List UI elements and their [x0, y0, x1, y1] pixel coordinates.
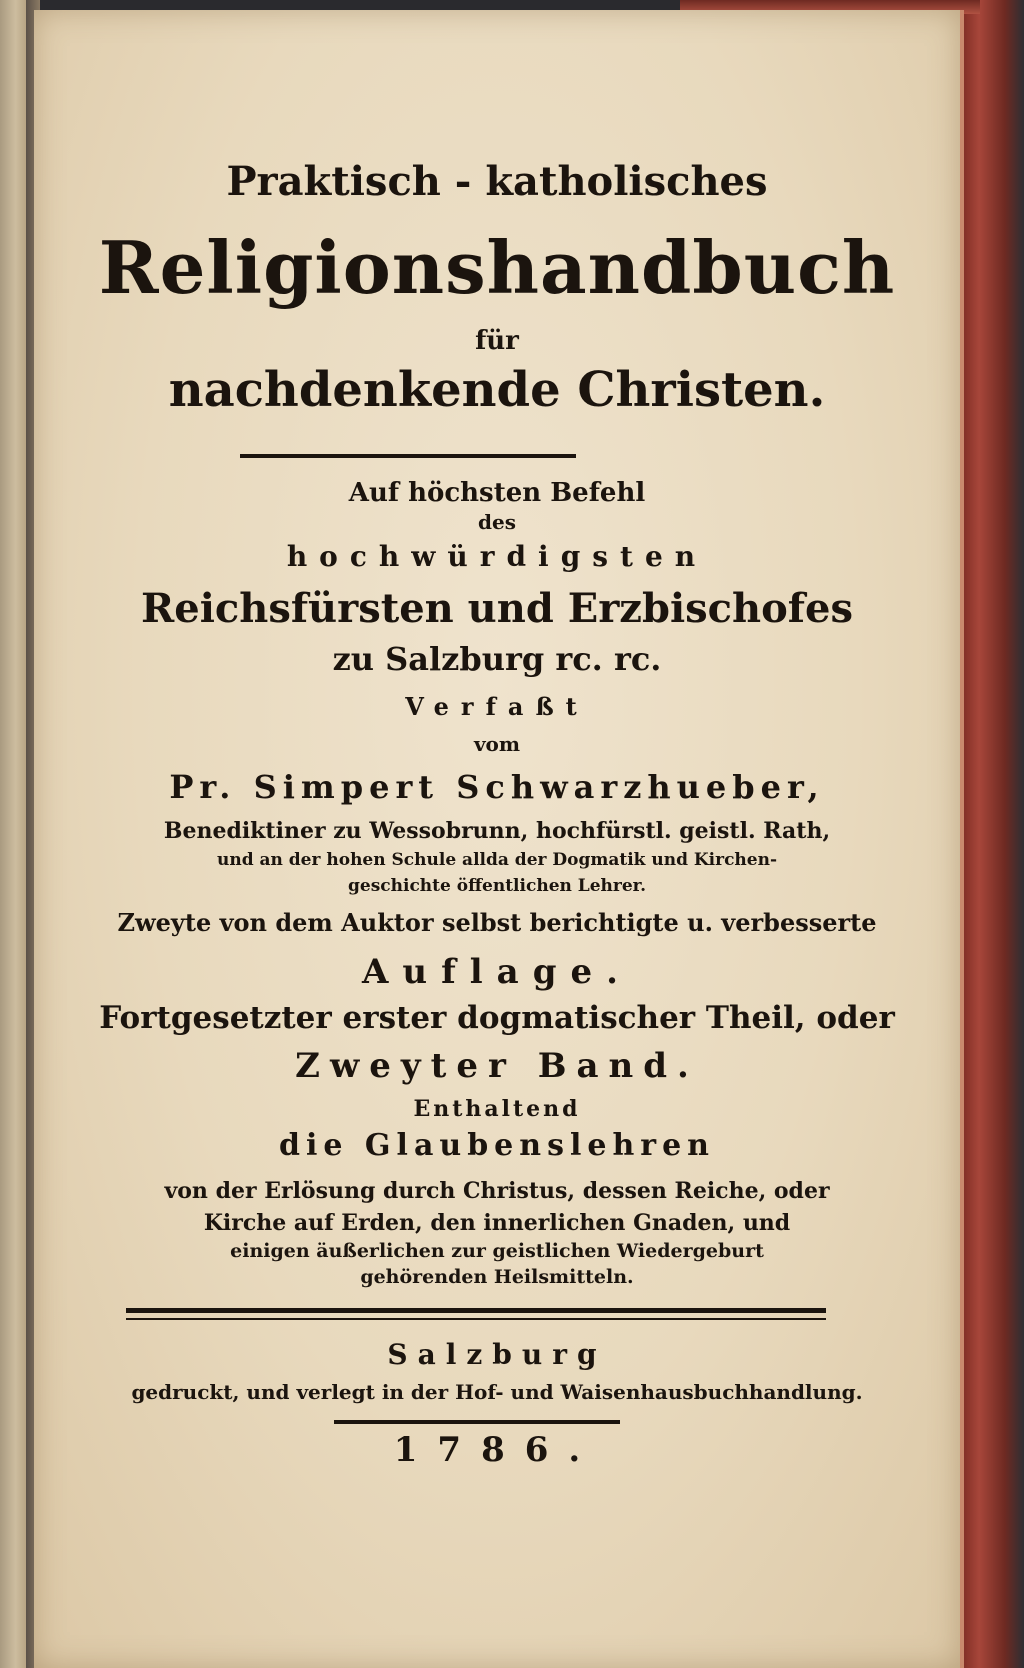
- commission-line-3: hochwürdigsten: [286, 540, 708, 573]
- by-line: vom: [473, 732, 521, 756]
- divider-rule-1: [240, 454, 576, 458]
- edition-line-2: Auflage.: [362, 952, 632, 992]
- author-desc-1: Benediktiner zu Wessobrunn, hochfürstl. geistl. Rath,: [163, 818, 831, 844]
- title-line-for: für: [475, 326, 519, 356]
- part-line: Fortgesetzter erster dogmatischer Theil, oder: [99, 1000, 895, 1036]
- commission-line-4: Reichsfürsten und Erzbischofes: [141, 585, 853, 632]
- title-line-1: Praktisch - katholisches: [226, 158, 768, 205]
- title-page: [34, 10, 964, 1668]
- contents-line-4: Kirche auf Erden, den innerlichen Gnaden, und: [203, 1210, 791, 1236]
- imprint-year: 1786.: [393, 1430, 601, 1470]
- edition-line-1: Zweyte von dem Auktor selbst berichtigte u. verbesserte: [117, 908, 877, 937]
- divider-double-rule-bottom: [126, 1318, 826, 1320]
- contents-line-5: einigen äußerlichen zur geistlichen Wiedergeburt: [230, 1240, 764, 1262]
- commission-line-1: Auf höchsten Befehl: [348, 478, 646, 508]
- author-name: Pr. Simpert Schwarzhueber,: [169, 768, 825, 806]
- red-page-edges: [960, 0, 1024, 1668]
- contents-line-2: die Glaubenslehren: [279, 1128, 715, 1163]
- imprint-place: Salzburg: [387, 1338, 607, 1371]
- contents-line-3: von der Erlösung durch Christus, dessen Reiche, oder: [164, 1178, 830, 1204]
- title-line-4: nachdenkende Christen.: [168, 362, 826, 418]
- main-title: Religionshandbuch: [98, 225, 896, 310]
- contents-line-6: gehörenden Heilsmitteln.: [360, 1266, 634, 1288]
- imprint-publisher: gedruckt, und verlegt in der Hof- und Waisenhausbuchhandlung.: [131, 1380, 863, 1404]
- author-desc-3: geschichte öffentlichen Lehrer.: [348, 876, 646, 896]
- author-desc-2: und an der hohen Schule allda der Dogmatik und Kirchen-: [216, 850, 778, 870]
- facing-page-edge: [0, 0, 28, 1668]
- divider-double-rule-top: [126, 1308, 826, 1313]
- commission-line-2: des: [478, 510, 516, 534]
- contents-line-1: Enthaltend: [413, 1096, 581, 1122]
- divider-rule-3: [334, 1420, 620, 1424]
- authored-line: Verfaßt: [405, 692, 589, 721]
- commission-line-5: zu Salzburg rc. rc.: [332, 640, 662, 678]
- volume-line: Zweyter Band.: [295, 1046, 699, 1086]
